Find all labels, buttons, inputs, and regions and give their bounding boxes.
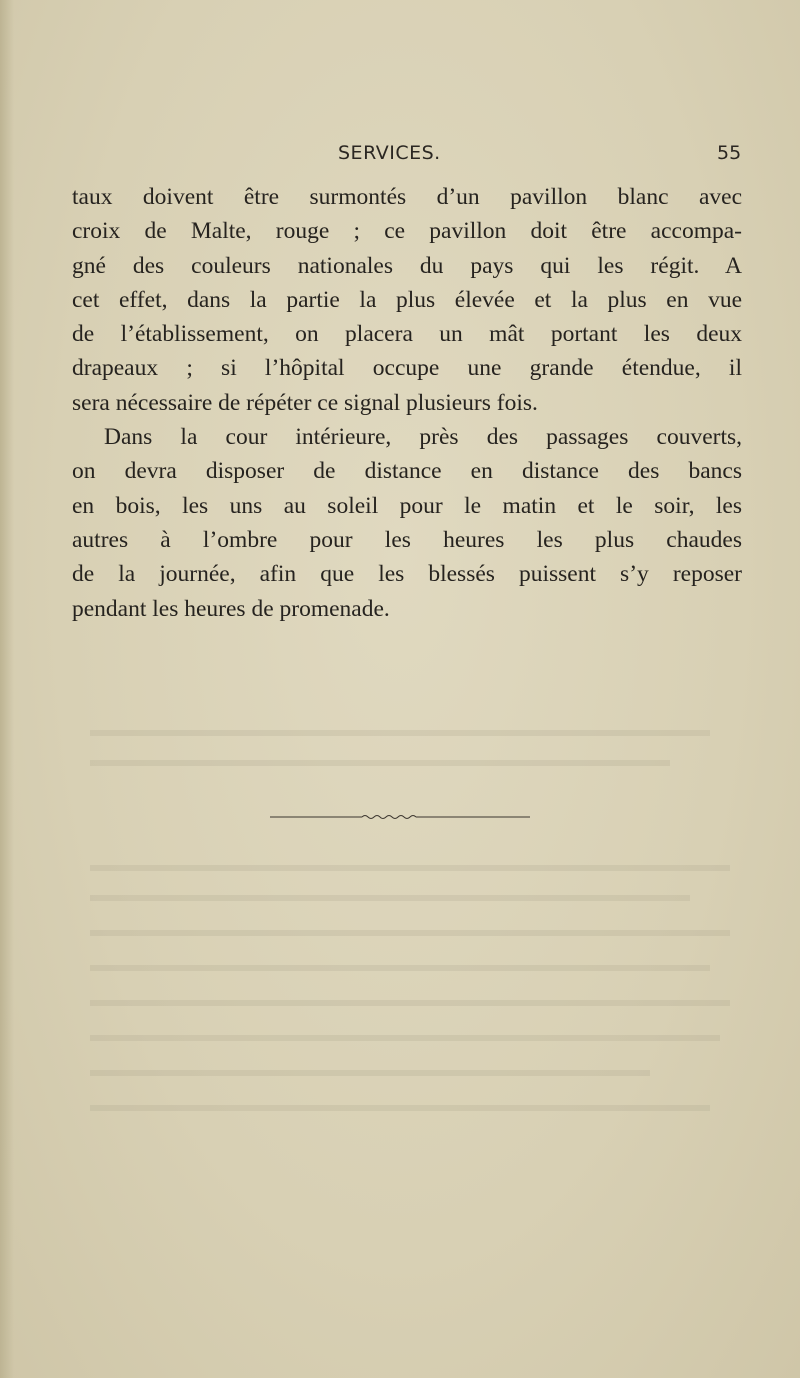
running-title: SERVICES. [338,142,441,164]
text-line: croix de Malte, rouge ; ce pavillon doit être accompa- [72,218,742,245]
section-end-ornament [270,812,530,822]
text-line: en bois, les uns au soleil pour le matin et le soir, les [72,492,742,519]
text-line: sera nécessaire de répéter ce signal plusieurs fois. [72,389,538,416]
page-header [0,142,800,166]
text-line: Dans la cour intérieure, près des passages couverts, [104,424,742,451]
text-line: gné des couleurs nationales du pays qui les régit. A [72,252,742,279]
page-number: 55 [717,142,742,164]
page-binding-shadow [0,0,14,1378]
text-line: on devra disposer de distance en distance des bancs [72,458,742,485]
text-line: cet effet, dans la partie la plus élevée et la plus en vue [72,286,742,313]
text-line: taux doivent être surmontés d’un pavillon blanc avec [72,184,742,210]
text-line: drapeaux ; si l’hôpital occupe une grande étendue, il [72,355,742,382]
text-line: autres à l’ombre pour les heures les plus chaudes [72,526,742,553]
text-line: de la journée, afin que les blessés puissent s’y reposer [72,561,742,588]
text-line: de l’établissement, on placera un mât portant les deux [72,321,742,348]
text-line: pendant les heures de promenade. [72,595,390,622]
body-text [72,180,742,626]
